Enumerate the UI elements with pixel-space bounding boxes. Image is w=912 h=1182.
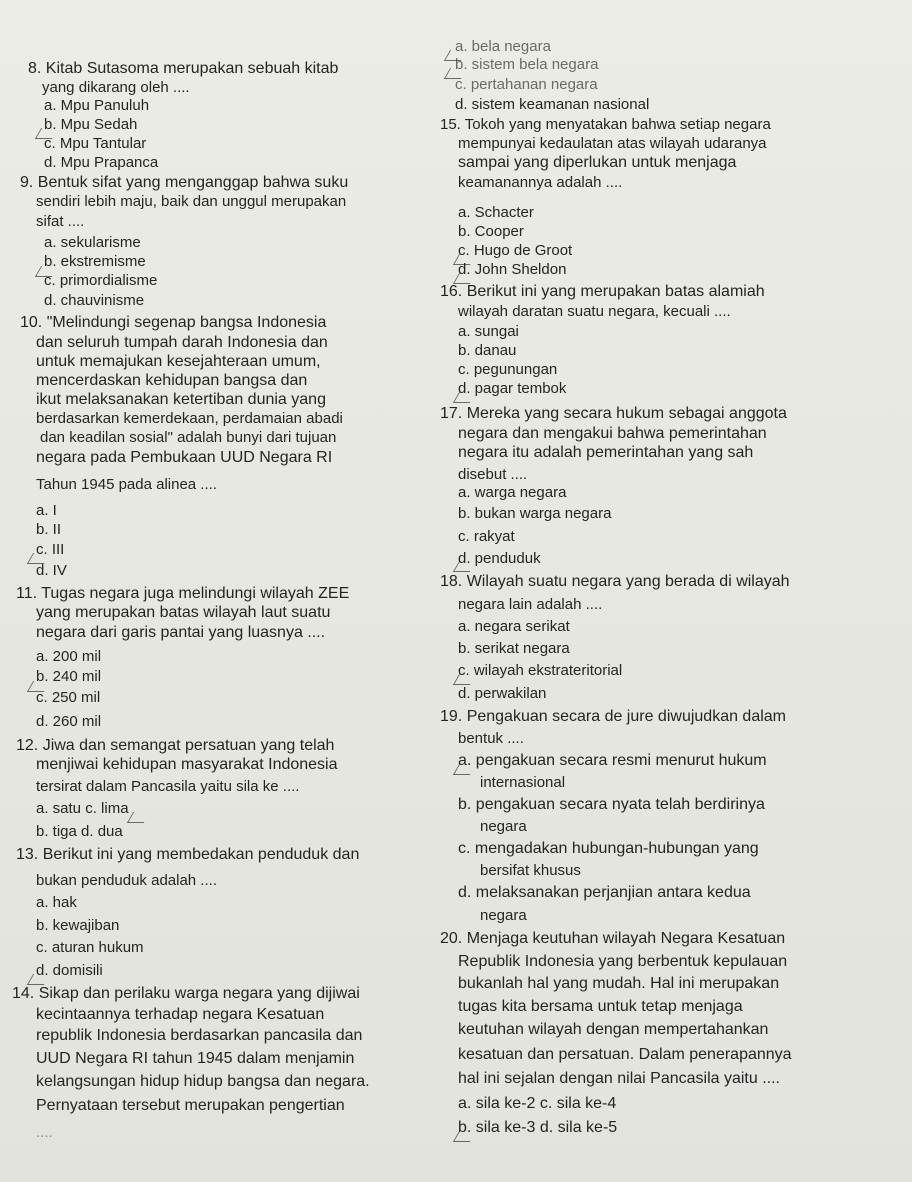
left-text-line: a. Mpu Panuluh xyxy=(44,97,150,114)
answer-mark xyxy=(453,1131,476,1142)
left-text-line: b. tiga d. dua xyxy=(36,823,123,840)
left-text-line: menjiwai kehidupan masyarakat Indonesia xyxy=(36,756,338,773)
right-text-line: a. sila ke-2 c. sila ke-4 xyxy=(458,1095,617,1112)
right-text-line: 20. Menjaga keutuhan wilayah Negara Kesatuan xyxy=(440,930,786,947)
right-text-line: c. pertahanan negara xyxy=(455,76,598,93)
right-text-line: negara dan mengakui bahwa pemerintahan xyxy=(458,425,767,442)
left-text-line: b. ekstremisme xyxy=(44,253,146,270)
right-text-line: a. warga negara xyxy=(458,484,567,501)
right-text-line: negara itu adalah pemerintahan yang sah xyxy=(458,444,754,461)
left-text-line: mencerdaskan kehidupan bangsa dan xyxy=(36,372,308,389)
left-text-line: c. Mpu Tantular xyxy=(44,135,147,152)
left-text-line: b. II xyxy=(36,521,62,538)
left-text-line: c. 250 mil xyxy=(36,689,101,706)
left-text-line: sifat .... xyxy=(36,213,85,230)
answer-mark xyxy=(453,764,476,775)
left-text-line: a. hak xyxy=(36,894,77,911)
right-text-line: c. Hugo de Groot xyxy=(458,242,573,259)
right-text-line: b. pengakuan secara nyata telah berdirinya xyxy=(458,796,765,813)
left-text-line: b. kewajiban xyxy=(36,917,120,934)
left-text-line: 9. Bentuk sifat yang menganggap bahwa suku xyxy=(20,174,349,191)
right-text-line: a. pengakuan secara resmi menurut hukum xyxy=(458,752,767,769)
left-text-line: d. 260 mil xyxy=(36,713,102,730)
right-text-line: c. wilayah ekstrateritorial xyxy=(458,662,623,679)
left-text-line: untuk memajukan kesejahteraan umum, xyxy=(36,353,321,370)
right-text-line: c. pegunungan xyxy=(458,361,558,378)
left-text-line: Pernyataan tersebut merupakan pengertian xyxy=(36,1097,345,1114)
right-text-line: b. bukan warga negara xyxy=(458,505,612,522)
left-text-line: a. 200 mil xyxy=(36,648,102,665)
left-text-line: tersirat dalam Pancasila yaitu sila ke .... xyxy=(36,778,300,795)
right-text-line: tugas kita bersama untuk tetap menjaga xyxy=(458,998,743,1015)
right-text-line: b. Cooper xyxy=(458,223,524,240)
right-text-line: disebut .... xyxy=(458,466,528,483)
right-text-line: b. danau xyxy=(458,342,517,359)
right-text-line: Republik Indonesia yang berbentuk kepulauan xyxy=(458,953,788,970)
left-text-line: sendiri lebih maju, baik dan unggul merupakan xyxy=(36,193,347,210)
right-text-line: negara lain adalah .... xyxy=(458,596,603,613)
right-text-line: negara xyxy=(480,907,527,924)
right-text-line: bukanlah hal yang mudah. Hal ini merupakan xyxy=(458,975,780,992)
right-text-line: wilayah daratan suatu negara, kecuali .... xyxy=(458,303,731,320)
left-text-line: republik Indonesia berdasarkan pancasila dan xyxy=(36,1027,363,1044)
right-text-line: b. serikat negara xyxy=(458,640,570,657)
right-text-line: a. sungai xyxy=(458,323,519,340)
right-text-line: a. bela negara xyxy=(455,38,551,55)
answer-mark xyxy=(127,812,150,823)
right-text-line: negara xyxy=(480,818,527,835)
right-text-line: b. sila ke-3 d. sila ke-5 xyxy=(458,1119,618,1136)
left-text-line: 10. "Melindungi segenap bangsa Indonesia xyxy=(20,314,327,331)
left-text-line: a. I xyxy=(36,502,57,519)
left-text-line: c. primordialisme xyxy=(44,272,158,289)
left-text-line: c. III xyxy=(36,541,65,558)
left-text-line: UUD Negara RI tahun 1945 dalam menjamin xyxy=(36,1050,355,1067)
left-text-line: a. satu c. lima xyxy=(36,800,129,817)
right-text-line: sampai yang diperlukan untuk menjaga xyxy=(458,154,737,171)
left-text-line: a. sekularisme xyxy=(44,234,141,251)
left-text-line: b. Mpu Sedah xyxy=(44,116,138,133)
right-text-line: kesatuan dan persatuan. Dalam penerapannya xyxy=(458,1046,792,1063)
right-text-line: bentuk .... xyxy=(458,730,524,747)
left-text-line: 8. Kitab Sutasoma merupakan sebuah kitab xyxy=(28,60,339,77)
left-text-line: dan keadilan sosial" adalah bunyi dari tujuan xyxy=(40,429,337,446)
right-text-line: b. sistem bela negara xyxy=(455,56,599,73)
right-text-line: hal ini sejalan dengan nilai Pancasila yaitu .... xyxy=(458,1070,780,1087)
left-text-line: d. IV xyxy=(36,562,67,579)
right-text-line: d. penduduk xyxy=(458,550,541,567)
right-text-line: bersifat khusus xyxy=(480,862,581,879)
right-text-line: d. sistem keamanan nasional xyxy=(455,96,650,113)
left-text-line: .... xyxy=(36,1124,53,1141)
left-text-line: negara pada Pembukaan UUD Negara RI xyxy=(36,449,333,466)
left-text-line: 14. Sikap dan perilaku warga negara yang dijiwai xyxy=(12,985,360,1002)
left-text-line: 12. Jiwa dan semangat persatuan yang telah xyxy=(16,737,335,754)
left-text-line: b. 240 mil xyxy=(36,668,102,685)
right-text-line: internasional xyxy=(480,774,566,791)
left-text-line: d. chauvinisme xyxy=(44,292,145,309)
left-text-line: kecintaannya terhadap negara Kesatuan xyxy=(36,1006,325,1023)
left-text-line: 11. Tugas negara juga melindungi wilayah ZEE xyxy=(16,585,350,602)
answer-mark xyxy=(453,392,476,403)
right-text-line: mempunyai kedaulatan atas wilayah udaranya xyxy=(458,135,767,152)
right-text-line: 18. Wilayah suatu negara yang berada di wilayah xyxy=(440,573,790,590)
left-text-line: yang dikarang oleh .... xyxy=(42,79,190,96)
right-text-line: 17. Mereka yang secara hukum sebagai anggota xyxy=(440,405,787,422)
left-text-line: Tahun 1945 pada alinea .... xyxy=(36,476,217,493)
right-text-line: d. perwakilan xyxy=(458,685,547,702)
right-text-line: 19. Pengakuan secara de jure diwujudkan dalam xyxy=(440,708,787,725)
right-text-line: c. mengadakan hubungan-hubungan yang xyxy=(458,840,759,857)
left-text-line: negara dari garis pantai yang luasnya .... xyxy=(36,624,326,641)
right-text-line: 15. Tokoh yang menyatakan bahwa setiap negara xyxy=(440,116,771,133)
left-text-line: 13. Berikut ini yang membedakan penduduk dan xyxy=(16,846,360,863)
right-text-line: c. rakyat xyxy=(458,528,515,545)
left-text-line: c. aturan hukum xyxy=(36,939,144,956)
left-text-line: dan seluruh tumpah darah Indonesia dan xyxy=(36,334,328,351)
left-text-line: d. domisili xyxy=(36,962,103,979)
answer-mark xyxy=(453,561,476,572)
right-text-line: keutuhan wilayah dengan mempertahankan xyxy=(458,1021,769,1038)
right-text-line: d. John Sheldon xyxy=(458,261,567,278)
right-text-line: a. negara serikat xyxy=(458,618,570,635)
right-text-line: keamanannya adalah .... xyxy=(458,174,623,191)
left-text-line: d. Mpu Prapanca xyxy=(44,154,159,171)
answer-mark xyxy=(453,674,476,685)
left-text-line: ikut melaksanakan ketertiban dunia yang xyxy=(36,391,326,408)
right-text-line: d. pagar tembok xyxy=(458,380,567,397)
answer-mark xyxy=(27,974,50,985)
right-text-line: a. Schacter xyxy=(458,204,534,221)
left-text-line: berdasarkan kemerdekaan, perdamaian abadi xyxy=(36,410,343,427)
left-text-line: yang merupakan batas wilayah laut suatu xyxy=(36,604,331,621)
right-text-line: d. melaksanakan perjanjian antara kedua xyxy=(458,884,751,901)
left-text-line: bukan penduduk adalah .... xyxy=(36,872,217,889)
right-text-line: 16. Berikut ini yang merupakan batas alamiah xyxy=(440,283,765,300)
left-text-line: kelangsungan hidup hidup bangsa dan negara. xyxy=(36,1073,370,1090)
